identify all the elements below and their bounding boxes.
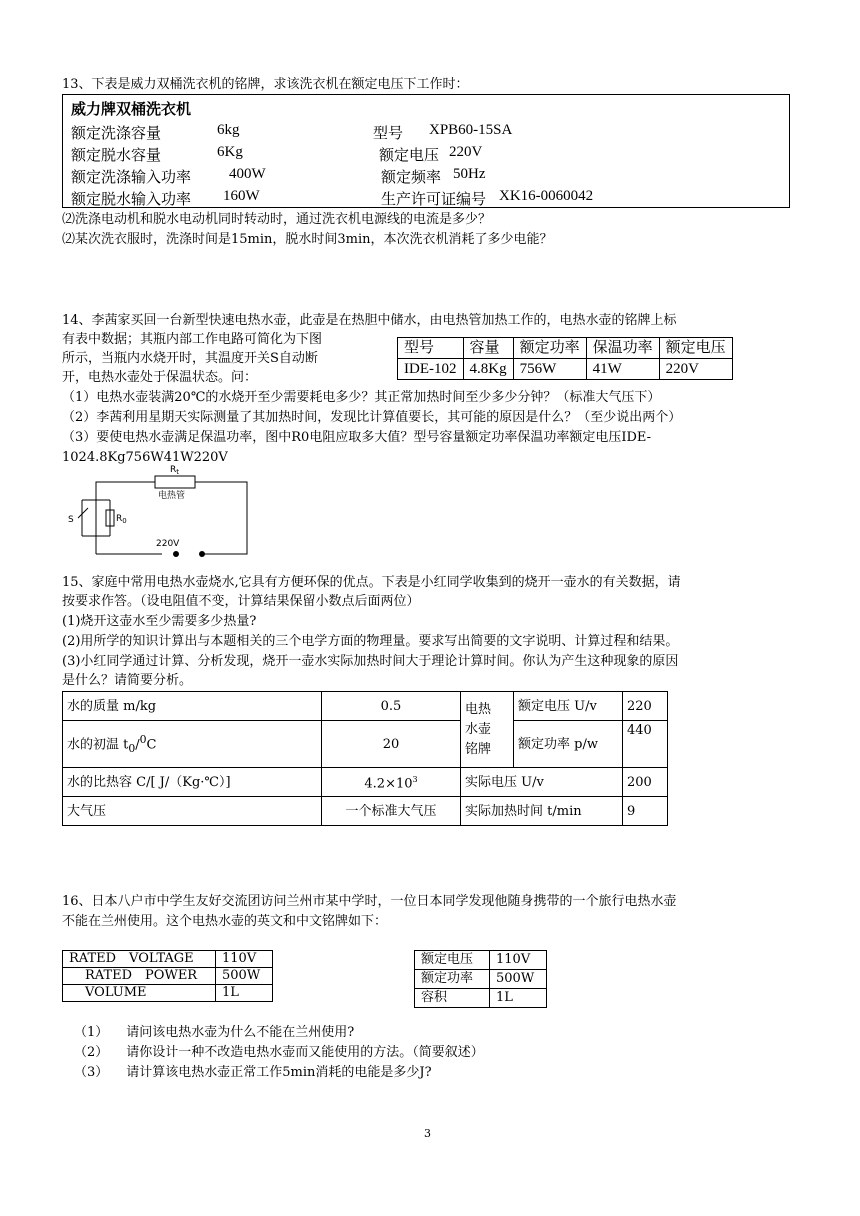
table-row: 大气压 一个标准大气压 实际加热时间 t/min 9: [63, 797, 668, 826]
switch-label: S: [68, 515, 74, 525]
terminal-dot: [173, 551, 179, 557]
table-row: 水的初温 $t_0/^0C$ 20 额定功率 p/w 440: [63, 721, 668, 768]
q15-sub3a: (3)小红同学通过计算、分析发现，烧开一壶水实际加热时间大于理论计算时间。你认为产生这种现象的原因: [62, 654, 679, 669]
kettle-data-table: [62, 691, 668, 826]
table-row: RATED POWER 500W: [63, 968, 273, 985]
q14-line4: 开，电热水壶处于保温状态。问：: [62, 370, 258, 385]
q16-line2: 不能在兰州使用。这个电热水壶的英文和中文铭牌如下：: [62, 914, 388, 929]
table-row: 水的比热容 C/[ J/（Kg·℃）] $4.2\times 10^3$ 实际电压 U/v 200: [63, 768, 668, 797]
q14-sub3a: （3）要使电热水壶满足保温功率，图中R0电阻应取多大值？型号容量额定功率保温功率额定电压IDE-: [62, 430, 652, 445]
terminal-dot: [199, 551, 205, 557]
q14-sub1: （1）电热水壶装满20℃的水烧开至少需要耗电多少？其正常加热时间至少多少分钟？（标准大气压下）: [62, 390, 661, 405]
q14-line2: 有表中数据；其瓶内部工作电路可简化为下图: [62, 332, 323, 347]
q16-sub3: （3） 请计算该电热水壶正常工作5min消耗的电能是多少J?: [74, 1065, 432, 1080]
table-row: 额定功率 500W: [415, 970, 547, 989]
circuit-diagram: [62, 462, 262, 572]
q14-sub3b: 1024.8Kg756W41W220V: [62, 450, 228, 465]
plate-label: 电热 水壶 铭牌: [461, 692, 514, 768]
english-nameplate: [62, 950, 273, 1002]
table-row: VOLUME 1L: [63, 985, 273, 1002]
washer-nameplate: 威力牌双桶洗衣机 额定洗涤容量 6kg 型号 XPB60-15SA 额定脱水容量 6Kg 额定电压 220V 额定洗涤输入功率 400W 额定频率 50Hz 额定脱水输入功率 160W 生产许可证编号 XK16-0060042: [62, 94, 790, 208]
kettle-spec-table: [397, 337, 733, 380]
q15-line1: 15、家庭中常用电热水壶烧水,它具有方便环保的优点。下表是小红同学收集到的烧开一壶水的有关数据，请: [62, 575, 681, 590]
table-row: IDE-102 4.8Kg 756W 41W 220V: [398, 359, 733, 380]
q14-sub2: （2）李茜利用星期天实际测量了其加热时间，发现比计算值要长，其可能的原因是什么？（至少说出两个）: [62, 410, 682, 425]
chinese-nameplate: [414, 950, 547, 1008]
table-row: 额定电压 110V: [415, 951, 547, 970]
specific-heat-value: $4.2\times 10^3$: [322, 768, 461, 797]
table-row: RATED VOLTAGE 110V: [63, 951, 273, 968]
table-row: 水的质量 m/kg 0.5 电热 水壶 铭牌 额定电压 U/v 220: [63, 692, 668, 721]
q15-line2: 按要求作答。（设电阻值不变，计算结果保留小数点后面两位）: [62, 594, 420, 609]
q14-line3: 所示，当瓶内水烧开时，其温度开关S自动断: [62, 351, 318, 366]
voltage-label: 220V: [156, 539, 180, 549]
table-row: 型号 容量 额定功率 保温功率 额定电压: [398, 338, 733, 359]
q16-line1: 16、日本八户市中学生友好交流团访问兰州市某中学时，一位日本同学发现他随身携带的一个旅行电热水壶: [62, 894, 677, 909]
q13-sub1: ⑵洗涤电动机和脱水电动机同时转动时，通过洗衣机电源线的电流是多少？: [62, 212, 492, 227]
page-number: 3: [424, 1127, 431, 1140]
q16-sub2: （2） 请你设计一种不改造电热水壶而又能使用的方法。（简要叙述）: [74, 1045, 484, 1060]
table-row: 容积 1L: [415, 989, 547, 1008]
q14-line1: 14、李茜家买回一台新型快速电热水壶，此壶是在热胆中储水，由电热管加热工作的，电热水壶的铭牌上标: [62, 313, 677, 328]
q15-sub3b: 是什么？请简要分析。: [62, 673, 193, 688]
q13-sub2: ⑵某次洗衣服时，洗涤时间是15min，脱水时间3min，本次洗衣机消耗了多少电能？: [62, 232, 553, 247]
initial-temp-label: 水的初温 $t_0/^0C$: [63, 721, 322, 768]
q13-intro: 13、下表是威力双桶洗衣机的铭牌，求该洗衣机在额定电压下工作时：: [62, 77, 469, 92]
rt-label: $R_t$: [170, 465, 180, 476]
q15-sub1: (1)烧开这壶水至少需要多少热量?: [62, 614, 257, 629]
q16-sub1: （1） 请问该电热水壶为什么不能在兰州使用?: [74, 1025, 355, 1040]
r0-label: $R_0$: [116, 514, 127, 525]
q15-sub2: (2)用所学的知识计算出与本题相关的三个电学方面的物理量。要求写出简要的文字说明、计算过程和结果。: [62, 634, 679, 649]
heater-label: 电热管: [158, 491, 186, 501]
nameplate-title: 威力牌双桶洗衣机: [71, 100, 192, 118]
